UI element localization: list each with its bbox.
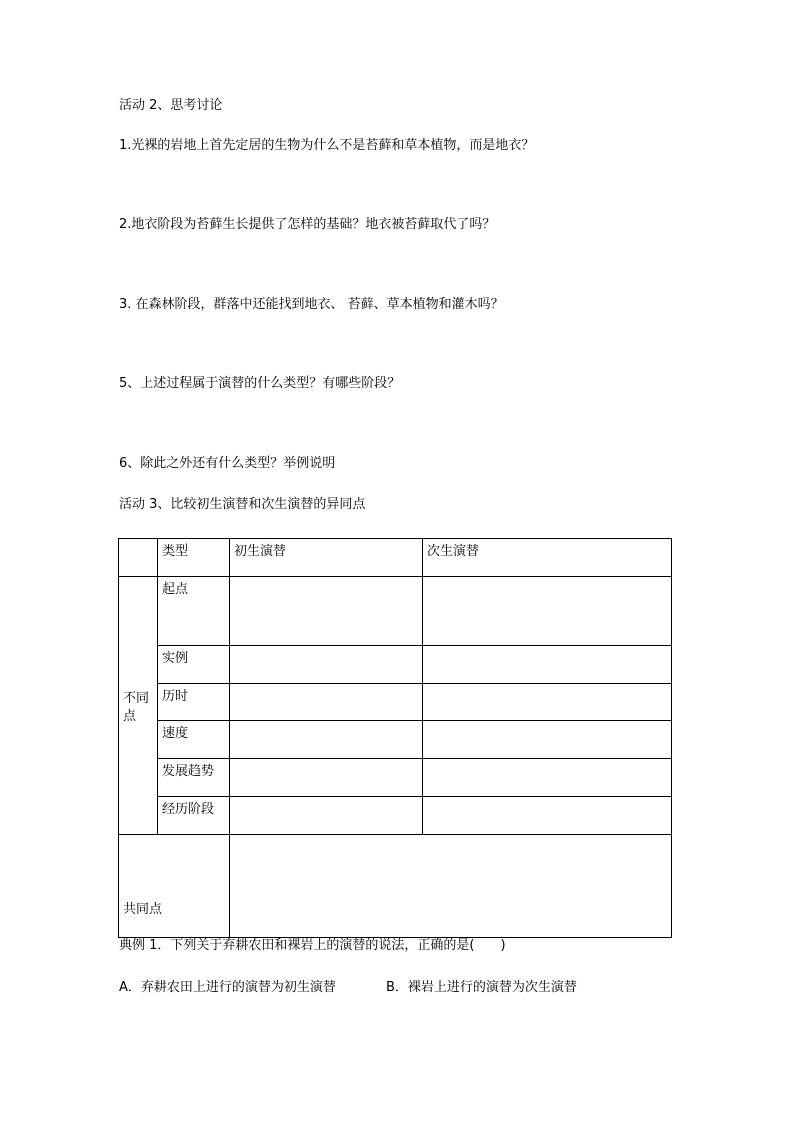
table-header-row [119, 539, 672, 577]
diff-label: 不同点 [119, 577, 158, 835]
example-stem: 典例 1．下列关于弃耕农田和裸岩上的演替的说法，正确的是( ) [119, 938, 506, 953]
table-row [119, 797, 672, 835]
common-label: 共同点 [119, 835, 230, 938]
answer-cell[interactable] [230, 759, 423, 797]
table-row [119, 646, 672, 684]
question-6: 6、除此之外还有什么类型？举例说明 [119, 456, 336, 471]
table-row [119, 684, 672, 721]
question-1: 1.光裸的岩地上首先定居的生物为什么不是苔藓和草本植物，而是地衣？ [119, 138, 535, 153]
row-label-start: 起点 [158, 577, 230, 646]
header-primary-succession: 初生演替 [230, 539, 423, 577]
row-label-duration: 历时 [158, 684, 230, 721]
table-row [119, 759, 672, 797]
header-type: 类型 [158, 539, 230, 577]
answer-cell[interactable] [423, 684, 672, 721]
answer-cell[interactable] [230, 577, 423, 646]
answer-cell[interactable] [230, 684, 423, 721]
answer-cell[interactable] [230, 797, 423, 835]
question-5: 5、上述过程属于演替的什么类型？有哪些阶段？ [119, 376, 401, 391]
row-label-trend: 发展趋势 [158, 759, 230, 797]
comparison-table [118, 538, 672, 938]
activity2-heading: 活动 2、思考讨论 [119, 98, 223, 113]
corner-cell [119, 539, 158, 577]
activity3-heading: 活动 3、比较初生演替和次生演替的异同点 [119, 497, 366, 512]
answer-cell[interactable] [230, 835, 672, 938]
option-a: A．弃耕农田上进行的演替为初生演替 [119, 980, 336, 995]
option-b: B．裸岩上进行的演替为次生演替 [386, 980, 577, 995]
header-secondary-succession: 次生演替 [423, 539, 672, 577]
answer-cell[interactable] [230, 721, 423, 759]
table-row [119, 721, 672, 759]
answer-cell[interactable] [423, 759, 672, 797]
answer-cell[interactable] [423, 721, 672, 759]
answer-cell[interactable] [230, 646, 423, 684]
answer-cell[interactable] [423, 646, 672, 684]
question-3: 3. 在森林阶段，群落中还能找到地衣、 苔藓、草本植物和灌木吗？ [119, 297, 504, 312]
table-row [119, 835, 672, 938]
table-row [119, 577, 672, 646]
row-label-stages: 经历阶段 [158, 797, 230, 835]
answer-cell[interactable] [423, 577, 672, 646]
answer-cell[interactable] [423, 797, 672, 835]
row-label-speed: 速度 [158, 721, 230, 759]
question-2: 2.地衣阶段为苔藓生长提供了怎样的基础？地衣被苔藓取代了吗？ [119, 217, 496, 232]
row-label-example: 实例 [158, 646, 230, 684]
